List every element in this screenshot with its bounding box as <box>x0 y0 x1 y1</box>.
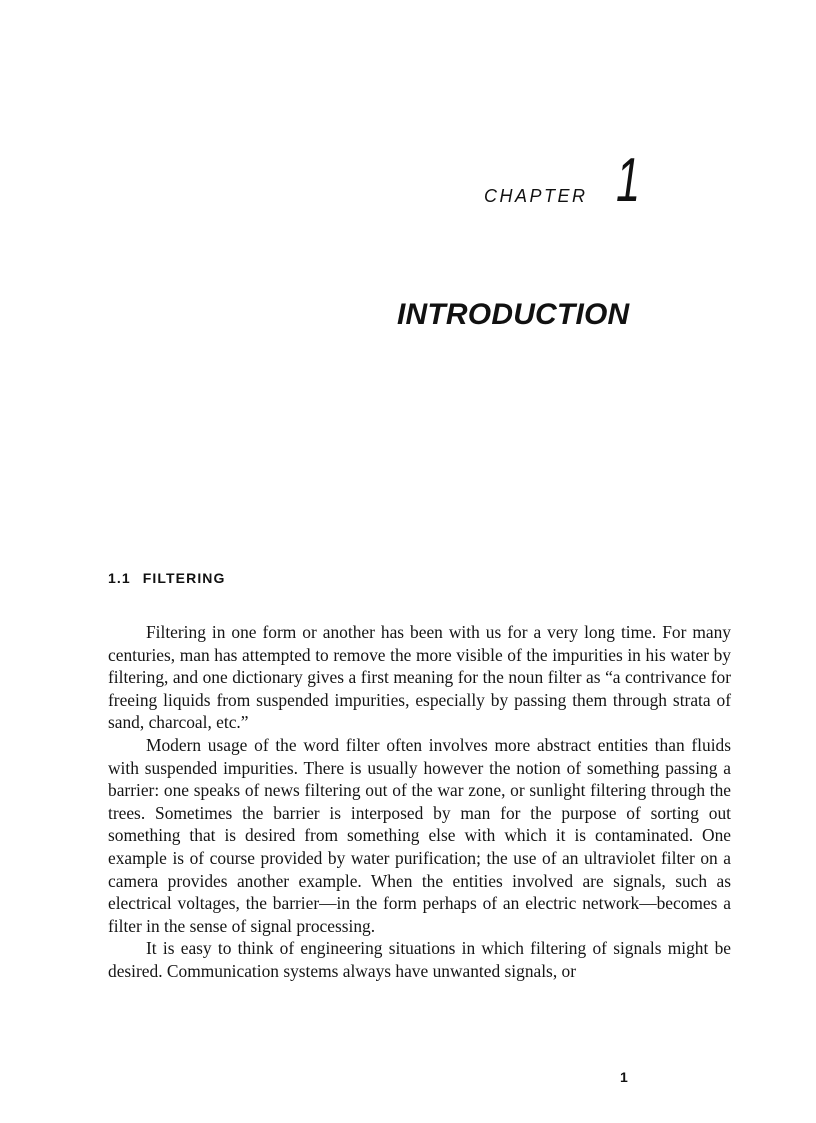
chapter-label: CHAPTER <box>484 186 588 206</box>
section-heading <box>108 570 226 586</box>
chapter-heading <box>484 146 684 220</box>
section-number: 1.1 <box>108 570 131 586</box>
chapter-title: INTRODUCTION <box>397 298 630 331</box>
paragraph: Modern usage of the word filter often involves more abstract entities than fluids with suspended impurities. There is usually however the notion of something passing a barrier: one speaks of news filtering out of the war zone, or sunlight filtering through the trees. Sometimes the barrier is interposed by man for the purpose of sorting out something that is desired from something else with which it is contaminated. One example is of course provided by water purification; the use of an ultraviolet filter on a camera provides another example. When the entities involved are signals, such as electrical voltages, the barrier—in the form perhaps of an electric network—becomes a filter in the sense of signal processing. <box>108 734 731 936</box>
page-number: 1 <box>620 1069 628 1085</box>
section-title: FILTERING <box>142 570 226 586</box>
paragraph: Filtering in one form or another has been with us for a very long time. For many centuries, man has attempted to remove the more visible of the impurities in his water by filtering, and one dictionary gives a first meaning for the noun filter as “a contrivance for freeing liquids from suspended impurities, especially by passing them through strata of sand, charcoal, etc.” <box>108 622 731 733</box>
body-text <box>108 621 731 983</box>
paragraph: It is easy to think of engineering situations in which filtering of signals might be desired. Communication systems always have unwanted signals, or <box>108 938 731 981</box>
chapter-number: 1 <box>616 146 641 215</box>
